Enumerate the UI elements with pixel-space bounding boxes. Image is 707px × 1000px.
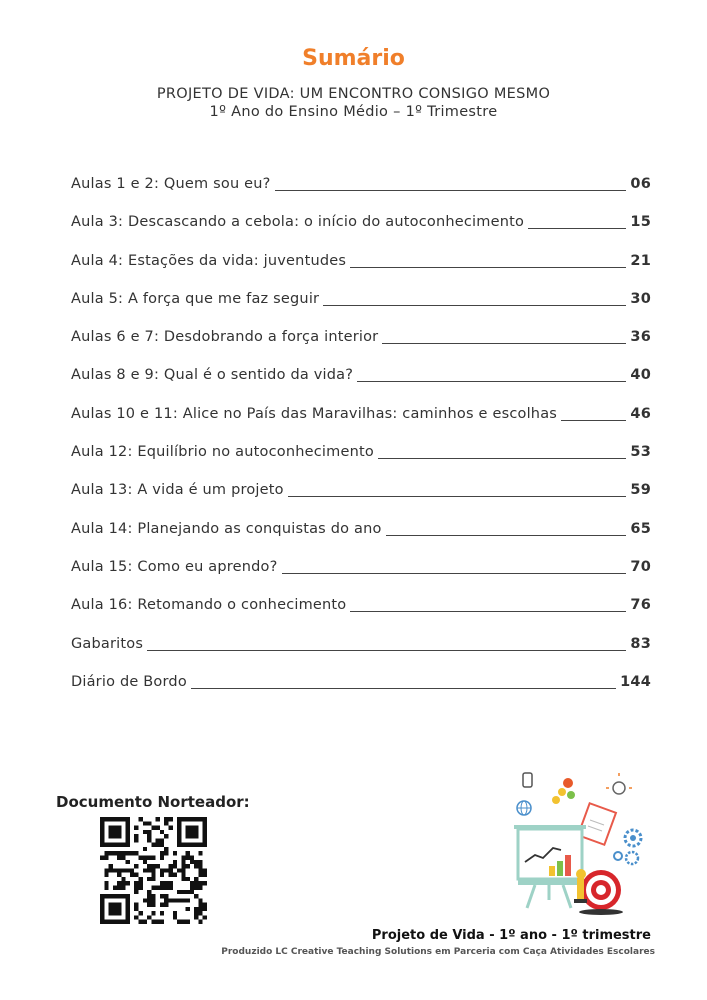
toc-entry[interactable] (71, 367, 651, 405)
table-of-contents (71, 176, 651, 712)
toc-entry[interactable] (71, 253, 651, 291)
toc-entry-page: 70 (630, 558, 651, 575)
globe-icon (517, 801, 531, 815)
toc-entry-page: 30 (630, 290, 651, 307)
presentation-illustration (505, 770, 655, 920)
toc-entry[interactable] (71, 674, 651, 712)
toc-leader-line (561, 406, 626, 421)
toc-leader-line (288, 482, 627, 497)
toc-entry-page: 144 (620, 673, 651, 690)
toc-entry[interactable] (71, 329, 651, 367)
toc-entry-page: 65 (630, 520, 651, 537)
toc-leader-line (357, 367, 626, 382)
toc-entry[interactable] (71, 597, 651, 635)
toc-entry-label: Aula 5: A força que me faz seguir (71, 290, 320, 307)
toc-entry-page: 53 (630, 444, 651, 461)
toc-entry[interactable] (71, 291, 651, 329)
toc-leader-line (147, 636, 626, 651)
toc-leader-line (386, 521, 627, 536)
subtitle-line-1: PROJETO DE VIDA: UM ENCONTRO CONSIGO MESMO (156, 86, 551, 102)
toc-leader-line (275, 176, 627, 191)
page-title: Sumário (302, 46, 405, 71)
toc-leader-line (378, 444, 626, 459)
toc-entry-label: Aula 16: Retomando o conhecimento (71, 597, 347, 614)
toc-entry[interactable] (71, 406, 651, 444)
toc-entry-page: 83 (630, 635, 651, 652)
toc-entry[interactable] (71, 482, 651, 520)
toc-entry[interactable] (71, 521, 651, 559)
toc-entry-label: Aulas 10 e 11: Alice no País das Maravilhas: caminhos e escolhas (71, 405, 558, 422)
lightbulb-icon (606, 773, 632, 794)
phone-icon (523, 773, 532, 787)
toc-leader-line (282, 559, 627, 574)
toc-entry-page: 15 (630, 214, 651, 231)
toc-entry[interactable] (71, 444, 651, 482)
document-icon (578, 803, 616, 845)
toc-entry-label: Aula 4: Estações da vida: juventudes (71, 252, 347, 269)
toc-entry[interactable] (71, 176, 651, 214)
toc-entry-label: Aula 12: Equilíbrio no autoconhecimento (71, 444, 374, 461)
toc-leader-line (382, 329, 626, 344)
footer-credit: Produzido LC Creative Teaching Solutions em Parceria com Caça Atividades Escolares (221, 947, 655, 957)
toc-entry-page: 76 (630, 597, 651, 614)
toc-leader-line (528, 214, 626, 229)
toc-entry-label: Gabaritos (71, 635, 144, 652)
toc-entry-page: 36 (630, 329, 651, 346)
toc-leader-line (191, 674, 616, 689)
toc-entry-label: Aulas 8 e 9: Qual é o sentido da vida? (71, 367, 354, 384)
toc-entry[interactable] (71, 636, 651, 674)
toc-leader-line (323, 291, 626, 306)
toc-entry-label: Aula 15: Como eu aprendo? (71, 558, 278, 575)
document-label: Documento Norteador: (56, 793, 250, 811)
toc-entry-label: Aulas 6 e 7: Desdobrando a força interior (71, 329, 379, 346)
toc-entry-label: Aula 3: Descascando a cebola: o início do autoconhecimento (71, 214, 525, 231)
toc-entry-label: Diário de Bordo (71, 673, 187, 690)
toc-entry-page: 21 (630, 252, 651, 269)
puzzle-icon (552, 778, 575, 804)
footer-title: Projeto de Vida - 1º ano - 1º trimestre (371, 928, 651, 943)
toc-entry-label: Aulas 1 e 2: Quem sou eu? (71, 176, 271, 192)
gear-icon (614, 830, 641, 864)
presentation-chart-icon (514, 825, 586, 908)
toc-leader-line (350, 597, 626, 612)
subtitle-line-2: 1º Ano do Ensino Médio – 1º Trimestre (209, 104, 498, 120)
toc-leader-line (350, 253, 626, 268)
qr-code-icon[interactable] (100, 817, 207, 924)
toc-entry[interactable] (71, 559, 651, 597)
toc-entry-label: Aula 13: A vida é um projeto (71, 482, 284, 499)
toc-entry-page: 46 (630, 405, 651, 422)
toc-entry-page: 06 (630, 176, 651, 192)
target-icon (574, 869, 623, 915)
toc-entry-page: 40 (630, 367, 651, 384)
toc-entry[interactable] (71, 214, 651, 252)
page-subtitle (0, 85, 707, 121)
toc-entry-page: 59 (630, 482, 651, 499)
toc-entry-label: Aula 14: Planejando as conquistas do ano (71, 520, 382, 537)
